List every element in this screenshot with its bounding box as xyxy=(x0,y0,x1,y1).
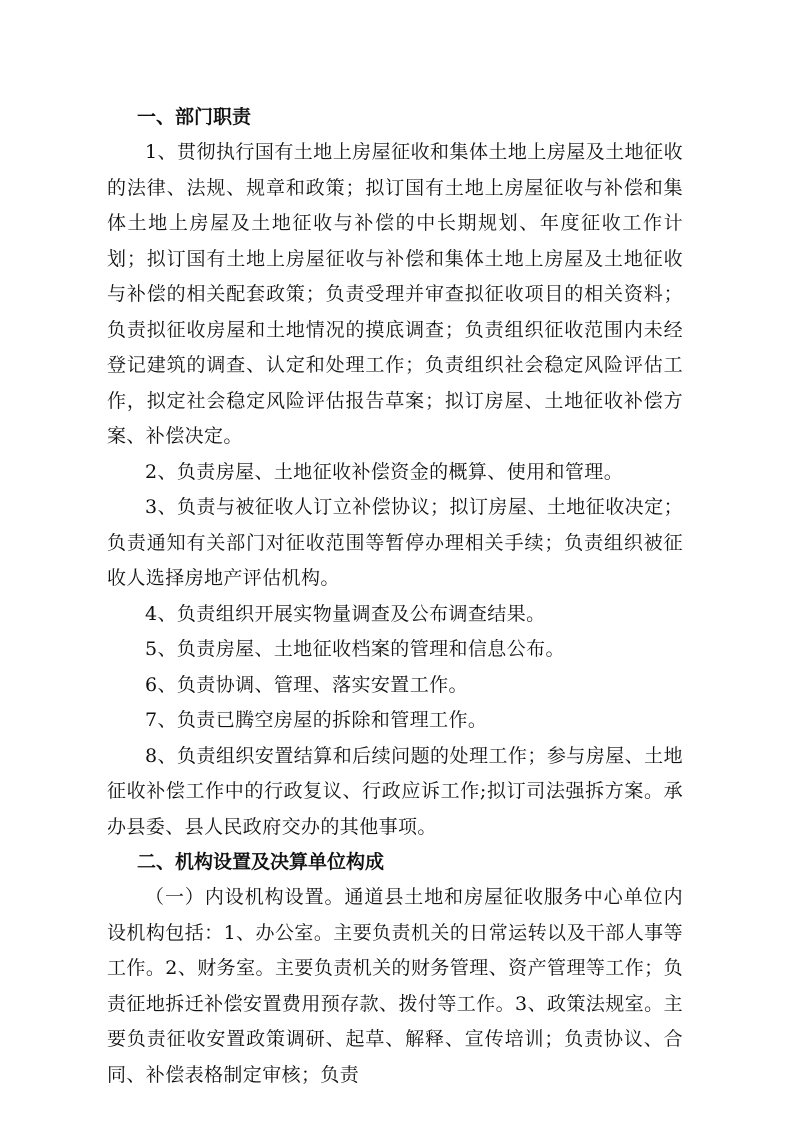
section-heading-duties: 一、部门职责 xyxy=(137,106,252,128)
paragraph-duty-3: 3、负责与被征收人订立补偿协议；拟订房屋、土地征收决定；负责通知有关部门对征收范围等暂停办理相关手续；负责组织被征收人选择房地产评估机构。 xyxy=(107,496,683,589)
paragraph-duty-2: 2、负责房屋、土地征收补偿资金的概算、使用和管理。 xyxy=(145,460,624,483)
paragraph-internal-structure: （一）内设机构设置。通道县土地和房屋征收服务中心单位内设机构包括：1、办公室。主要负责机关的日常运转以及干部人事等工作。2、财务室。主要负责机关的财务管理、资产管理等工作；负责征地拆迁补偿安置费用预存款、拨付等工作。3、政策法规室。主要负责征收安置政策调研、起草、解释、宣传培训；负责协议、合同、补偿表格制定审核；负责 xyxy=(107,886,683,1086)
paragraph-duty-6: 6、负责协调、管理、落实安置工作。 xyxy=(145,673,468,696)
paragraph-duty-1: 1、贯彻执行国有土地上房屋征收和集体土地上房屋及土地征收的法律、法规、规章和政策；拟订国有土地上房屋征收与补偿和集体土地上房屋及土地征收与补偿的中长期规划、年度征收工作计划；拟订国有土地上房屋征收与补偿和集体土地上房屋及土地征收与补偿的相关配套政策；负责受理并审查拟征收项目的相关资料；负责拟征收房屋和土地情况的摸底调查；负责组织征收范围内未经登记建筑的调查、认定和处理工作；负责组织社会稳定风险评估工作，拟定社会稳定风险评估报告草案；拟订房屋、土地征收补偿方案、补偿决定。 xyxy=(107,141,683,447)
paragraph-duty-4: 4、负责组织开展实物量调查及公布调查结果。 xyxy=(145,602,546,625)
paragraph-duty-5: 5、负责房屋、土地征收档案的管理和信息公布。 xyxy=(145,638,565,660)
paragraph-duty-8: 8、负责组织安置结算和后续问题的处理工作；参与房屋、土地征收补偿工作中的行政复议、行政应诉工作;拟订司法强拆方案。承办县委、县人民政府交办的其他事项。 xyxy=(107,744,683,838)
section-heading-organization: 二、机构设置及决算单位构成 xyxy=(137,851,385,873)
paragraph-duty-7: 7、负责已腾空房屋的拆除和管理工作。 xyxy=(145,709,488,731)
